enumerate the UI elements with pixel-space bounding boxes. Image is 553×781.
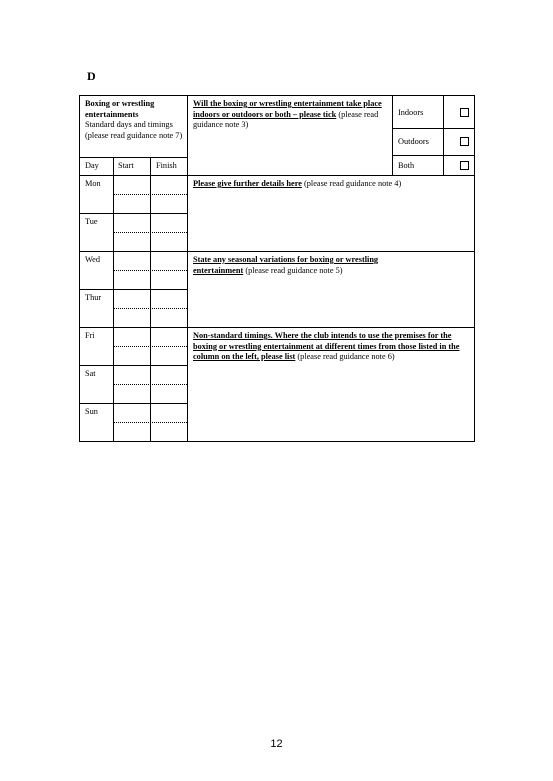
divider-right-1 <box>187 251 474 252</box>
seasonal-variations-prompt <box>193 255 423 276</box>
day-label-mon: Mon <box>85 179 101 188</box>
subrow-divider-mon <box>113 194 187 195</box>
row-divider-wed <box>80 251 187 252</box>
indoors-checkbox[interactable] <box>460 108 469 117</box>
divider-right-2 <box>187 327 474 328</box>
row-divider-sat <box>80 365 187 366</box>
option-outdoors-label: Outdoors <box>398 137 429 146</box>
indoors-question-note: (please read guidance note 3) <box>193 109 379 129</box>
divider-outdoors-both <box>392 155 474 156</box>
option-indoors-label: Indoors <box>398 108 424 117</box>
divider-start-finish <box>150 158 151 441</box>
column-header-start: Start <box>118 161 134 170</box>
seasonal-variations-label: State any seasonal variations for boxing or wrestling entertainment <box>193 255 379 275</box>
divider-column-headers <box>80 175 187 176</box>
row-divider-tue <box>80 213 187 214</box>
subrow-divider-sat <box>113 384 187 385</box>
non-standard-timings-prompt <box>193 331 469 363</box>
day-label-tue: Tue <box>85 217 98 226</box>
boxing-wrestling-form <box>79 95 475 442</box>
day-label-sat: Sat <box>85 369 96 378</box>
subrow-divider-wed <box>113 270 187 271</box>
section-letter: D <box>87 69 96 83</box>
subrow-divider-sun <box>113 422 187 423</box>
divider-header-left <box>80 157 187 158</box>
non-standard-timings-label: Non-standard timings. Where the club intends to use the premises for the boxing or wrestling entertainment at different times from those listed in the column on the left, please list <box>193 331 460 361</box>
row-divider-thur <box>80 289 187 290</box>
left-header-subtitle: Standard days and timings (please read guidance note 7) <box>85 120 183 140</box>
indoors-question-text: Will the boxing or wrestling entertainment take place indoors or outdoors or both – please tick <box>193 99 382 119</box>
divider-left-column <box>187 96 188 441</box>
row-divider-sun <box>80 403 187 404</box>
further-details-label: Please give further details here <box>193 179 302 188</box>
further-details-prompt <box>193 179 468 190</box>
subrow-divider-thur <box>113 308 187 309</box>
divider-right-header <box>187 175 474 176</box>
divider-indoors-outdoors <box>392 128 474 129</box>
seasonal-variations-note: (please read guidance note 5) <box>245 265 343 275</box>
day-label-wed: Wed <box>85 255 100 264</box>
option-both-label: Both <box>398 161 415 170</box>
non-standard-timings-note: (please read guidance note 6) <box>297 352 395 361</box>
divider-checkbox-area <box>392 96 393 176</box>
day-label-fri: Fri <box>85 331 95 340</box>
subrow-divider-fri <box>113 346 187 347</box>
subrow-divider-tue <box>113 232 187 233</box>
day-label-thur: Thur <box>85 293 102 302</box>
day-label-sun: Sun <box>85 407 98 416</box>
left-header <box>85 99 185 141</box>
page-number: 12 <box>270 738 283 750</box>
divider-checkbox-column <box>443 96 444 176</box>
column-header-day: Day <box>85 161 99 170</box>
further-details-note: (please read guidance note 4) <box>304 179 402 188</box>
outdoors-checkbox[interactable] <box>460 137 469 146</box>
indoors-question <box>193 99 383 131</box>
divider-day-start <box>113 158 114 441</box>
row-divider-fri <box>80 327 187 328</box>
both-checkbox[interactable] <box>460 161 469 170</box>
left-header-title: Boxing or wrestling entertainments <box>85 99 155 119</box>
column-header-finish: Finish <box>156 161 177 170</box>
